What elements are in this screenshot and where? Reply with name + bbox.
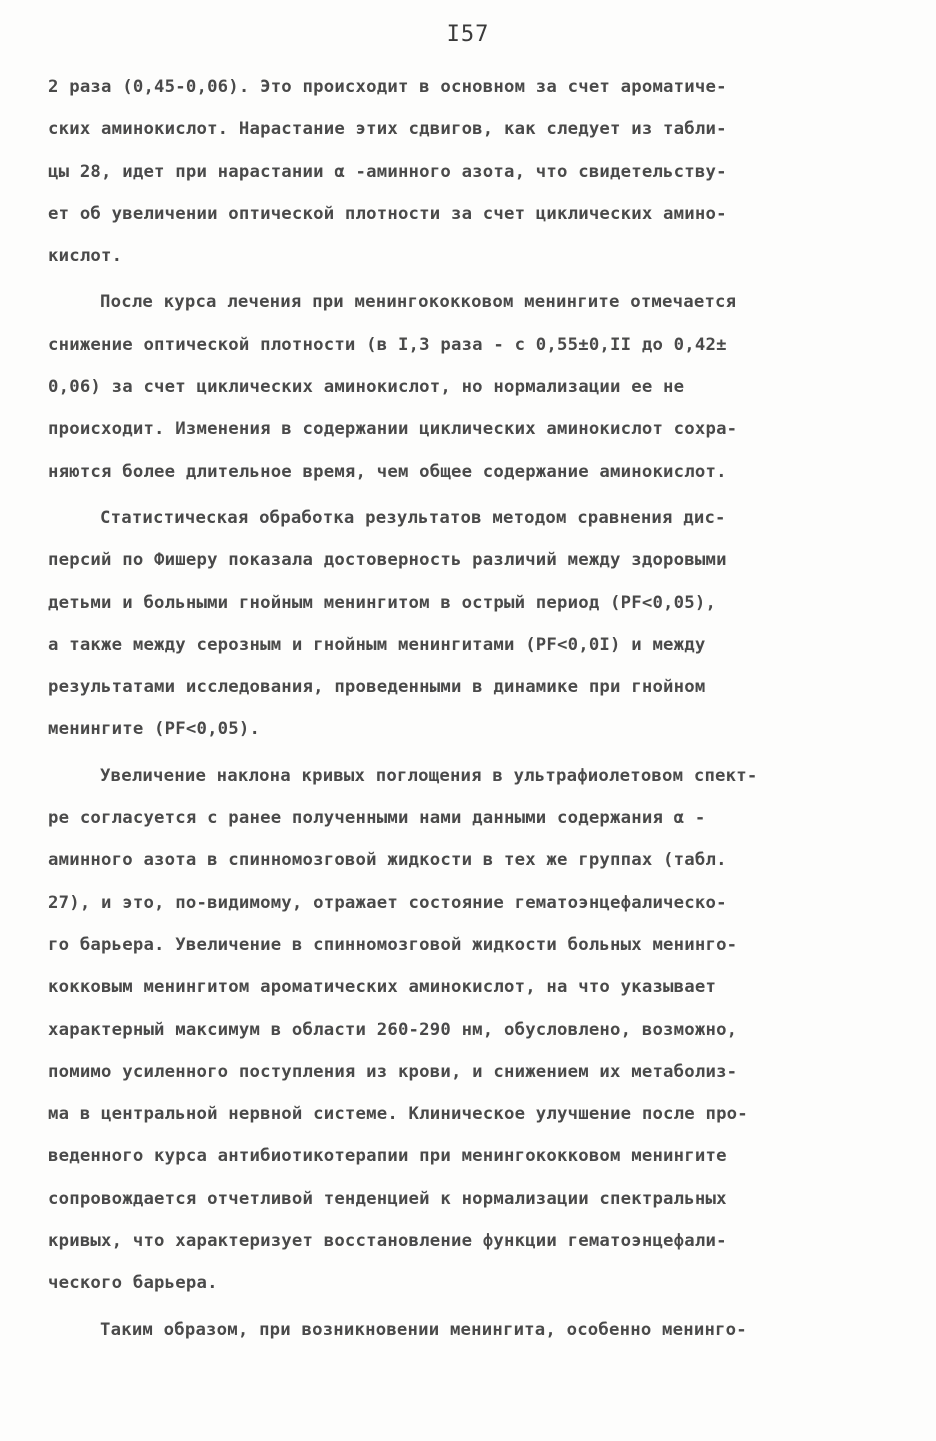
text-line: цы 28, идет при нарастании α -аминного азота, что свидетельству- — [48, 161, 727, 182]
text-line: ет об увеличении оптической плотности за счет циклических амино- — [48, 203, 727, 224]
text-line: менингите (PF<0,05). — [48, 719, 261, 740]
text-line: помимо усиленного поступления из крови, и снижением их метаболиз- — [48, 1061, 738, 1082]
text-line: Таким образом, при возникновении менингита, особенно менинго- — [100, 1319, 747, 1340]
text-line: результатами исследования, проведенными в динамике при гнойном — [48, 677, 706, 698]
text-line: кислот. — [48, 246, 123, 267]
text-line: снижение оптической плотности (в I,3 раза - с 0,55±0,II до 0,42± — [48, 334, 727, 355]
text-line: ма в центральной нервной системе. Клиническое улучшение после про- — [48, 1104, 748, 1125]
text-line: Увеличение наклона кривых поглощения в ультрафиолетовом спект- — [100, 765, 758, 786]
paragraph — [48, 497, 898, 751]
text-line: ских аминокислот. Нарастание этих сдвигов, как следует из табли- — [48, 119, 727, 140]
text-line: а также между серозным и гнойным менингитами (PF<0,0I) и между — [48, 634, 706, 655]
text-line: го барьера. Увеличение в спинномозговой жидкости больных менинго- — [48, 934, 738, 955]
document-body — [48, 66, 898, 1351]
page-number: I57 — [446, 22, 490, 47]
paragraph — [48, 66, 898, 277]
text-line: няются более длительное время, чем общее содержание аминокислот. — [48, 461, 727, 482]
text-line: кривых, что характеризует восстановление функции гематоэнцефали- — [48, 1231, 727, 1252]
text-line: 0,06) за счет циклических аминокислот, но нормализации ее не — [48, 377, 685, 398]
text-line: персий по Фишеру показала достоверность различий между здоровыми — [48, 550, 727, 571]
text-line: сопровождается отчетливой тенденцией к нормализации спектральных — [48, 1188, 727, 1209]
text-line: характерный максимум в области 260-290 нм, обусловлено, возможно, — [48, 1019, 738, 1040]
text-line: 27), и это, по-видимому, отражает состояние гематоэнцефалическо- — [48, 892, 727, 913]
text-line: происходит. Изменения в содержании циклических аминокислот сохра- — [48, 419, 738, 440]
text-line: веденного курса антибиотикотерапии при менингококковом менингите — [48, 1146, 727, 1167]
paragraph — [48, 281, 898, 492]
text-line: Статистическая обработка результатов методом сравнения дис- — [100, 507, 726, 528]
text-line: ческого барьера. — [48, 1273, 218, 1294]
paragraph — [48, 755, 898, 1305]
text-line: детьми и больными гнойным менингитом в острый период (PF<0,05), — [48, 592, 717, 613]
text-line: 2 раза (0,45-0,06). Это происходит в основном за счет ароматиче- — [48, 77, 727, 97]
text-line: После курса лечения при менингококковом менингите отмечается — [100, 292, 737, 313]
text-line: ре согласуется с ранее полученными нами данными содержания α - — [48, 808, 706, 829]
text-line: кокковым менингитом ароматических аминокислот, на что указывает — [48, 977, 717, 998]
paragraph — [48, 1309, 898, 1351]
text-line: аминного азота в спинномозговой жидкости в тех же группах (табл. — [48, 850, 727, 871]
